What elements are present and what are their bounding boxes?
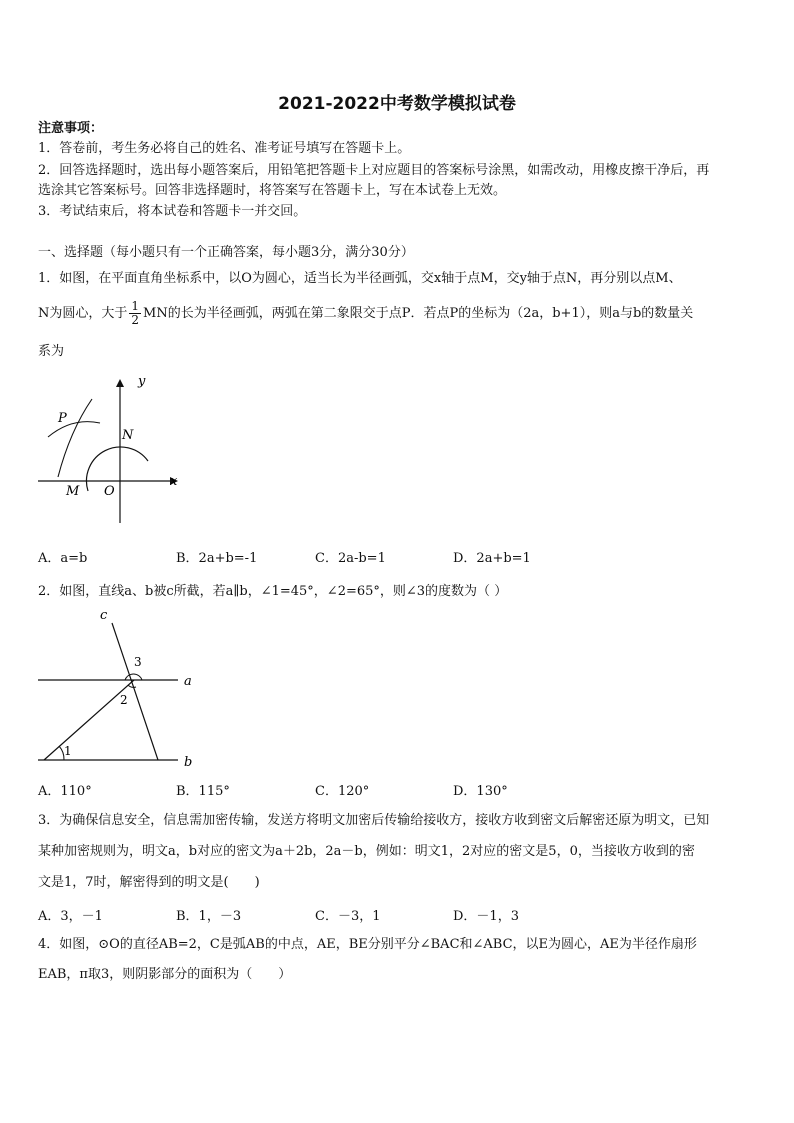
question-1-line-2 bbox=[38, 297, 693, 331]
diagonal-line bbox=[44, 680, 134, 760]
notice-item: 3．考试结束后，将本试卷和答题卡一并交回。 bbox=[38, 204, 307, 219]
label-M: M bbox=[66, 484, 80, 499]
question-1-line-3: 系为 bbox=[38, 344, 65, 359]
question-2-option-b[interactable]: B．115° bbox=[176, 784, 230, 799]
question-3-option-d[interactable]: D．－1，3 bbox=[453, 909, 519, 924]
question-3-line-1: 3．为确保信息安全，信息需加密传输，发送方将明文加密后传输给接收方，接收方收到密文后解密还原为明文，已知 bbox=[38, 813, 710, 828]
question-1-option-d[interactable]: D．2a+b=1 bbox=[453, 551, 531, 566]
notice-item: 1．答卷前，考生务必将自己的姓名、准考证号填写在答题卡上。 bbox=[38, 141, 411, 156]
question-4-line-1: 4．如图，⊙O的直径AB=2，C是弧AB的中点，AE，BE分别平分∠BAC和∠ABC，以E为圆心，AE为半径作扇形 bbox=[38, 937, 697, 952]
question-4-line-2: EAB，π取3，则阴影部分的面积为（ ） bbox=[38, 967, 292, 982]
label-P: P bbox=[58, 411, 67, 426]
question-2-stem: 2．如图，直线a、b被c所截，若a∥b，∠1=45°，∠2=65°，则∠3的度数为（ ） bbox=[38, 584, 508, 599]
fraction-denominator: 2 bbox=[131, 313, 140, 327]
question-3-line-3: 文是1，7时，解密得到的明文是( ) bbox=[38, 875, 260, 890]
question-2-option-c[interactable]: C．120° bbox=[315, 784, 370, 799]
question-1-figure bbox=[30, 365, 190, 530]
question-2-option-d[interactable]: D．130° bbox=[453, 784, 508, 799]
line-c bbox=[112, 623, 158, 760]
label-b: b bbox=[184, 755, 193, 770]
section-heading: 一、选择题（每小题只有一个正确答案，每小题3分，满分30分） bbox=[38, 245, 414, 260]
fraction-one-half bbox=[129, 300, 141, 327]
label-a: a bbox=[184, 674, 192, 689]
label-O: O bbox=[104, 484, 115, 499]
label-N: N bbox=[122, 428, 134, 443]
question-1-line-1: 1．如图，在平面直角坐标系中，以O为圆心，适当长为半径画弧，交x轴于点M，交y轴于点N，再分别以点M、 bbox=[38, 271, 682, 286]
label-c: c bbox=[100, 608, 108, 623]
label-angle-3: 3 bbox=[134, 655, 142, 669]
notice-heading: 注意事项： bbox=[38, 121, 104, 136]
page-title: 2021-2022中考数学模拟试卷 bbox=[278, 94, 516, 114]
question-1-text: N为圆心，大于 bbox=[38, 306, 128, 321]
y-axis-arrow bbox=[116, 379, 124, 387]
question-3-option-c[interactable]: C．－3，1 bbox=[315, 909, 381, 924]
notice-item: 选涂其它答案标号。回答非选择题时，将答案写在答题卡上，写在本试卷上无效。 bbox=[38, 183, 507, 198]
notice-item: 2．回答选择题时，选出每小题答案后，用铅笔把答题卡上对应题目的答案标号涂黑，如需改动，用橡皮擦干净后，再 bbox=[38, 163, 710, 178]
question-3-option-a[interactable]: A．3，－1 bbox=[38, 909, 103, 924]
arc-from-N bbox=[48, 422, 100, 437]
question-3-option-b[interactable]: B．1，－3 bbox=[176, 909, 242, 924]
question-2-option-a[interactable]: A．110° bbox=[38, 784, 92, 799]
question-1-option-b[interactable]: B．2a+b=-1 bbox=[176, 551, 258, 566]
angle-3-mark bbox=[125, 674, 142, 680]
question-1-option-a[interactable]: A．a=b bbox=[38, 551, 88, 566]
label-angle-1: 1 bbox=[64, 744, 72, 758]
question-1-option-c[interactable]: C．2a-b=1 bbox=[315, 551, 386, 566]
label-y: y bbox=[138, 374, 146, 389]
fraction-numerator: 1 bbox=[131, 299, 140, 313]
angle-2-mark bbox=[128, 685, 136, 687]
question-2-figure bbox=[30, 605, 205, 775]
label-angle-2: 2 bbox=[120, 693, 128, 707]
question-1-text: MN的长为半径画弧，两弧在第二象限交于点P．若点P的坐标为（2a，b+1），则a与b的数量关 bbox=[143, 306, 694, 321]
question-3-line-2: 某种加密规则为，明文a，b对应的密文为a＋2b，2a－b，例如：明文1，2对应的密文是5，0，当接收方收到的密 bbox=[38, 844, 695, 859]
label-x: x bbox=[170, 474, 178, 489]
arc-centered-O bbox=[86, 447, 148, 491]
